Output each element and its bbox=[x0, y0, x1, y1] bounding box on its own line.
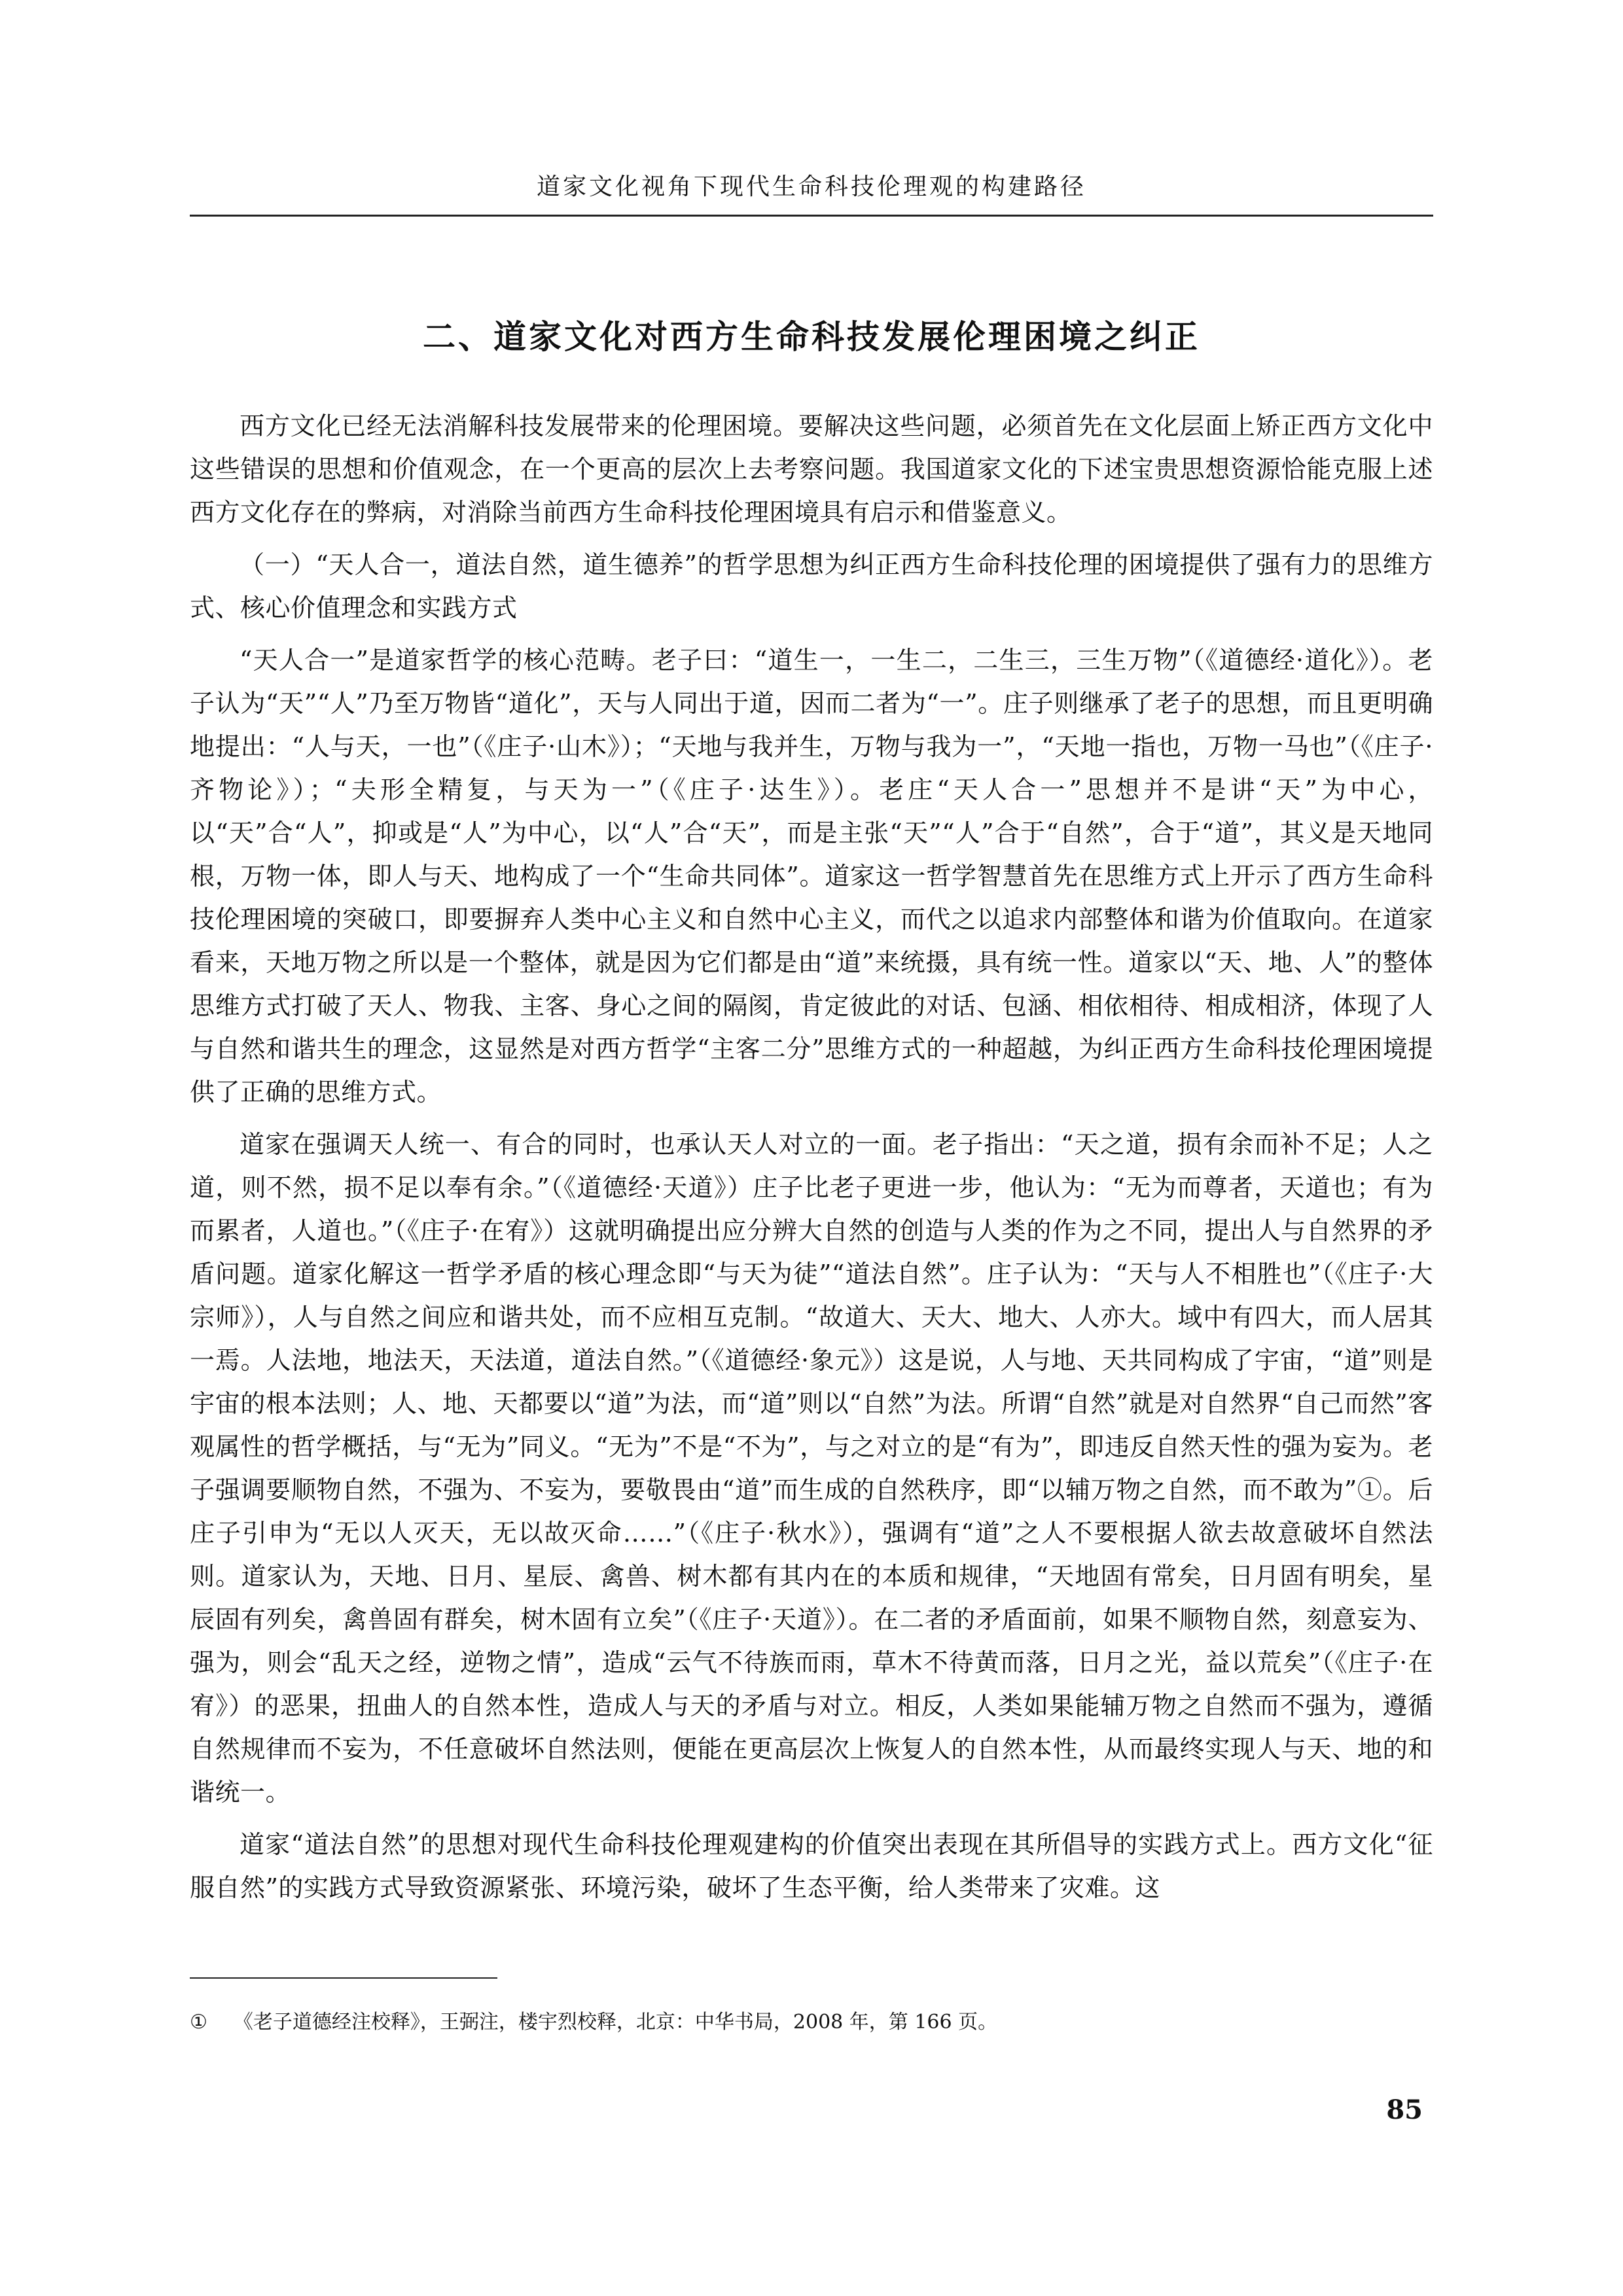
subsection-heading: （一）“天人合一，道法自然，道生德养”的哲学思想为纠正西方生命科技伦理的困境提供了强有力的思维方式、核心价值理念和实践方式 bbox=[190, 550, 1433, 622]
section-title: 二、道家文化对西方生命科技发展伦理困境之纠正 bbox=[423, 317, 1200, 356]
paragraph-intro: 西方文化已经无法消解科技发展带来的伦理困境。要解决这些问题，必须首先在文化层面上矫正西方文化中这些错误的思想和价值观念，在一个更高的层次上去考察问题。我国道家文化的下述宝贵思想资源恰能克服上述西方文化存在的弊病，对消除当前西方生命科技伦理困境具有启示和借鉴意义。 bbox=[190, 412, 1433, 527]
paragraph-practice: 道家“道法自然”的思想对现代生命科技伦理观建构的价值突出表现在其所倡导的实践方式上。西方文化“征服自然”的实践方式导致资源紧张、环境污染，破坏了生态平衡，给人类带来了灾难。这 bbox=[190, 1830, 1433, 1902]
body-text bbox=[190, 404, 1433, 1918]
page-number: 85 bbox=[1386, 2094, 1423, 2125]
footnote-marker: ① bbox=[190, 2011, 207, 2034]
paragraph-daofa-ziran: 道家在强调天人统一、有合的同时，也承认天人对立的一面。老子指出：“天之道，损有余而补不足；人之道，则不然，损不足以奉有余。”（《道德经·天道》）庄子比老子更进一步，他认为：“无为而尊者，天道也；有为而累者，人道也。”（《庄子·在宥》）这就明确提出应分辨大自然的创造与人类的作为之不同，提出人与自然界的矛盾问题。道家化解这一哲学矛盾的核心理念即“与天为徒”“道法自然”。庄子认为：“天与人不相胜也”（《庄子·大宗师》），人与自然之间应和谐共处，而不应相互克制。“故道大、天大、地大、人亦大。域中有四大，而人居其一焉。人法地，地法天，天法道，道法自然。”（《道德经·象元》）这是说，人与地、天共同构成了宇宙，“道”则是宇宙的根本法则；人、地、天都要以“道”为法，而“道”则以“自然”为法。所谓“自然”就是对自然界“自己而然”客观属性的哲学概括，与“无为”同义。“无为”不是“不为”，与之对立的是“有为”，即违反自然天性的强为妄为。老子强调要顺物自然，不强为、不妄为，要敬畏由“道”而生成的自然秩序，即“以辅万物之自然，而不敢为”①。后庄子引申为“无以人灭天，无以故灭命……”（《庄子·秋水》），强调有“道”之人不要根据人欲去故意破坏自然法则。道家认为，天地、日月、星辰、禽兽、树木都有其内在的本质和规律，“天地固有常矣，日月固有明矣，星辰固有列矣，禽兽固有群矣，树木固有立矣”（《庄子·天道》）。在二者的矛盾面前，如果不顺物自然，刻意妄为、强为，则会“乱天之经，逆物之情”，造成“云气不待族而雨，草木不待黄而落，日月之光，益以荒矣”（《庄子·在宥》）的恶果，扭曲人的自然本性，造成人与天的矛盾与对立。相反，人类如果能辅万物之自然而不强为，遵循自然规律而不妄为，不任意破坏自然法则，便能在更高层次上恢复人的自然本性，从而最终实现人与天、地的和谐统一。 bbox=[190, 1130, 1433, 1807]
running-header: 道家文化视角下现代生命科技伦理观的构建路径 bbox=[536, 173, 1086, 200]
paragraph-tianren-heyi: “天人合一”是道家哲学的核心范畴。老子曰：“道生一，一生二，二生三，三生万物”（《道德经·道化》）。老子认为“天”“人”乃至万物皆“道化”，天与人同出于道，因而二者为“一”。庄子则继承了老子的思想，而且更明确地提出：“人与天，一也”（《庄子·山木》）；“天地与我并生，万物与我为一”，“天地一指也，万物一马也”（《庄子·齐物论》）；“夫形全精复，与天为一”（《庄子·达生》）。老庄“天人合一”思想并不是讲“天”为中心，以“天”合“人”，抑或是“人”为中心，以“人”合“天”，而是主张“天”“人”合于“自然”，合于“道”，其义是天地同根，万物一体，即人与天、地构成了一个“生命共同体”。道家这一哲学智慧首先在思维方式上开示了西方生命科技伦理困境的突破口，即要摒弃人类中心主义和自然中心主义，而代之以追求内部整体和谐为价值取向。在道家看来，天地万物之所以是一个整体，就是因为它们都是由“道”来统摄，具有统一性。道家以“天、地、人”的整体思维方式打破了天人、物我、主客、身心之间的隔阂，肯定彼此的对话、包涵、相依相待、相成相济，体现了人与自然和谐共生的理念，这显然是对西方哲学“主客二分”思维方式的一种超越，为纠正西方生命科技伦理困境提供了正确的思维方式。 bbox=[190, 646, 1433, 1106]
footnote-text: 《老子道德经注校释》，王弼注，楼宇烈校释，北京：中华书局，2008 年，第 166 页。 bbox=[233, 2011, 998, 2034]
footnote bbox=[190, 2009, 1433, 2036]
header-divider bbox=[190, 215, 1433, 217]
footnote-divider bbox=[190, 1977, 497, 1979]
